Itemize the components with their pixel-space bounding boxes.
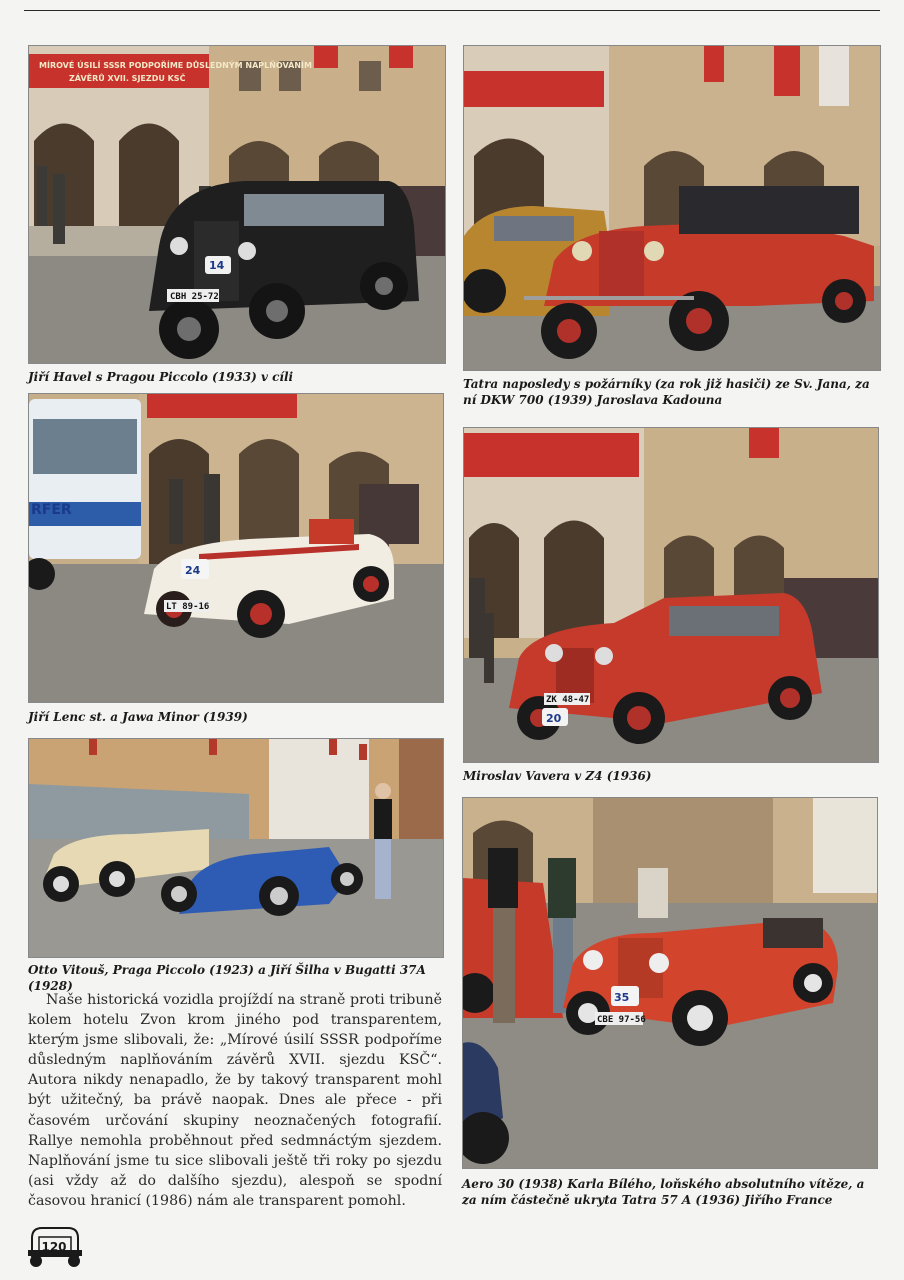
caption-photo-3: Jiří Lenc st. a Jawa Minor (1939) [28, 710, 248, 724]
plate-p3: LT 89-16 [166, 602, 210, 612]
caption-photo-5: Otto Vitouš, Praga Piccolo (1923) a Jiří Šilha v Bugatti 37A (1928) [28, 963, 426, 993]
banner-text-line-2: ZÁVĚRŮ XVII. SJEZDU KSČ [69, 74, 186, 83]
race-number-p1: 14 [209, 259, 225, 272]
photo-aero-30-red [462, 797, 878, 1169]
caption-photo-6: Aero 30 (1938) Karla Bílého, loňského absolutního vítěze, a za ním částečně ukryta Tatra 57 A (1936) Jiřího France [462, 1177, 865, 1207]
top-rule [24, 10, 880, 11]
race-number-p3: 24 [185, 564, 201, 577]
banner-text-line-1: MÍROVÉ ÚSILÍ SSSR PODPOŘÍME DŮSLEDNÝM NAPLŇOVÁNÍM [39, 61, 312, 70]
caption-photo-2: Tatra naposledy s požárníky (za rok již hasiči) ze Sv. Jana, za ní DKW 700 (1939) Jaroslava Kadouna [463, 377, 870, 407]
plate-p1: CBH 25-72 [170, 292, 219, 302]
bus-lettering: RFER [31, 502, 72, 518]
plate-p4: ZK 48-47 [546, 695, 590, 705]
plate-p6: CBE 97-56 [597, 1015, 646, 1025]
caption-photo-1: Jiří Havel s Pragou Piccolo (1933) v cíli [28, 370, 294, 384]
article-paragraph: Naše historická vozidla projíždí na straně proti tribuně kolem hotelu Zvon krom jiného pod transparentem, kterým jsme slibovali, že: „Mírové úsilí SSSR podpoříme důsledným naplňováním závěrů XVII. sjezdu KSČ“. Autora nikdy nenapadlo, že by takový transparent mohl být užitečný, ba právě naopak. Dnes ale přece - při časovém určování skupiny neoznačených fotografií. Rallye nemohla proběhnout před sedmnáctým sjezdem. Naplňování jsme tu sice slibovali ještě tři roky po sjezdu (asi vždy až do dalšího sjezdu), alespoň se spodní časovou hranicí (1986) nám ale transparent pomohl. [28, 992, 442, 1209]
photo-jawa-minor-white [28, 393, 444, 703]
photo-tatra-fire-engine [463, 45, 881, 371]
page-number: 120 [41, 1240, 67, 1254]
photo-praga-piccolo-black [28, 45, 446, 364]
race-number-p6: 35 [614, 991, 630, 1004]
photo-z4-red [463, 427, 879, 763]
photo-praga-and-bugatti [28, 738, 444, 958]
race-number-p4: 20 [546, 712, 562, 725]
caption-photo-4: Miroslav Vavera v Z4 (1936) [463, 769, 652, 783]
